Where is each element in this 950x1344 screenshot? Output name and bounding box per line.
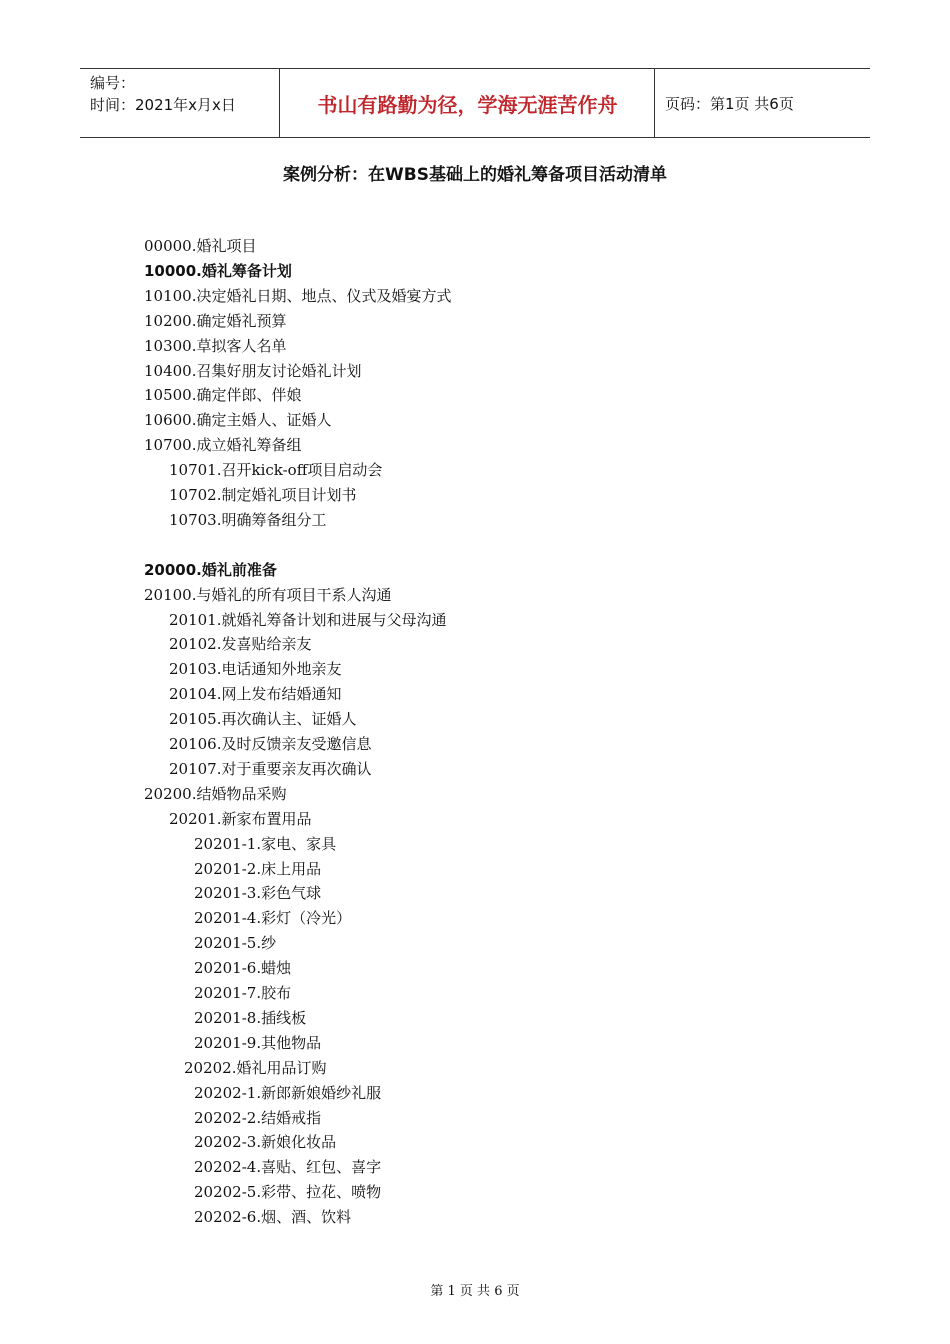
list-item: 10703.明确筹备组分工 bbox=[169, 510, 327, 529]
list-item: 20202.婚礼用品订购 bbox=[184, 1058, 327, 1077]
list-item: 00000.婚礼项目 bbox=[144, 237, 257, 255]
time-label: 时间：2021年x月x日 bbox=[90, 96, 236, 114]
list-item: 20201-8.插线板 bbox=[194, 1008, 307, 1027]
header-table bbox=[80, 68, 870, 138]
list-item: 20201-6.蜡烛 bbox=[194, 959, 292, 978]
list-item: 10500.确定伴郎、伴娘 bbox=[144, 386, 302, 405]
list-item: 20201-1.家电、家具 bbox=[194, 834, 337, 853]
list-item: 10701.召开kick-off项目启动会 bbox=[169, 461, 383, 480]
list-item: 10100.决定婚礼日期、地点、仪式及婚宴方式 bbox=[144, 286, 452, 305]
list-item: 20100.与婚礼的所有项目干系人沟通 bbox=[144, 585, 392, 604]
list-item: 20202-2.结婚戒指 bbox=[194, 1108, 322, 1127]
list-item: 20201-9.其他物品 bbox=[194, 1033, 322, 1052]
document-title: 案例分析：在WBS基础上的婚礼筹备项目活动清单 bbox=[283, 165, 667, 185]
list-item: 20201-7.胶布 bbox=[194, 984, 292, 1002]
list-item: 20201.新家布置用品 bbox=[169, 809, 312, 828]
list-item: 10200.确定婚礼预算 bbox=[144, 311, 287, 330]
list-item: 20106.及时反馈亲友受邀信息 bbox=[169, 735, 372, 753]
list-item: 20201-4.彩灯（冷光） bbox=[194, 909, 352, 928]
list-item: 20202-1.新郎新娘婚纱礼服 bbox=[194, 1083, 382, 1102]
list-item: 20105.再次确认主、证婚人 bbox=[169, 710, 357, 729]
list-item: 20200.结婚物品采购 bbox=[144, 784, 287, 803]
list-item: 20202-3.新娘化妆品 bbox=[194, 1133, 337, 1152]
list-item: 10000.婚礼筹备计划 bbox=[144, 261, 292, 280]
page-footer: 第 1 页 共 6 页 bbox=[430, 1284, 520, 1299]
list-item: 20101.就婚礼筹备计划和进展与父母沟通 bbox=[169, 610, 447, 629]
number-label: 编号： bbox=[90, 74, 136, 92]
list-item: 10702.制定婚礼项目计划书 bbox=[169, 486, 357, 504]
list-item: 20202-4.喜贴、红包、喜字 bbox=[194, 1158, 382, 1177]
list-item: 20201-2.床上用品 bbox=[194, 859, 322, 878]
list-item: 10700.成立婚礼筹备组 bbox=[144, 436, 302, 455]
page-label: 页码：第1页 共6页 bbox=[665, 94, 794, 113]
list-item: 20107.对于重要亲友再次确认 bbox=[169, 759, 372, 778]
header-info-cell bbox=[80, 69, 280, 137]
list-item: 20201-3.彩色气球 bbox=[194, 884, 322, 903]
list-item: 20202-6.烟、酒、饮料 bbox=[194, 1208, 352, 1227]
list-item: 10600.确定主婚人、证婚人 bbox=[144, 411, 332, 430]
list-item: 20103.电话通知外地亲友 bbox=[169, 660, 342, 679]
list-item: 10400.召集好朋友讨论婚礼计划 bbox=[144, 361, 362, 380]
list-item: 20202-5.彩带、拉花、喷物 bbox=[194, 1183, 382, 1202]
list-item: 20201-5.纱 bbox=[194, 934, 277, 953]
motto: 书山有路勤为径，学海无涯苦作舟 bbox=[281, 69, 655, 137]
list-item: 20000.婚礼前准备 bbox=[144, 560, 277, 579]
list-item: 10300.草拟客人名单 bbox=[144, 336, 287, 355]
list-item: 20102.发喜贴给亲友 bbox=[169, 635, 312, 654]
list-item: 20104.网上发布结婚通知 bbox=[169, 685, 342, 704]
